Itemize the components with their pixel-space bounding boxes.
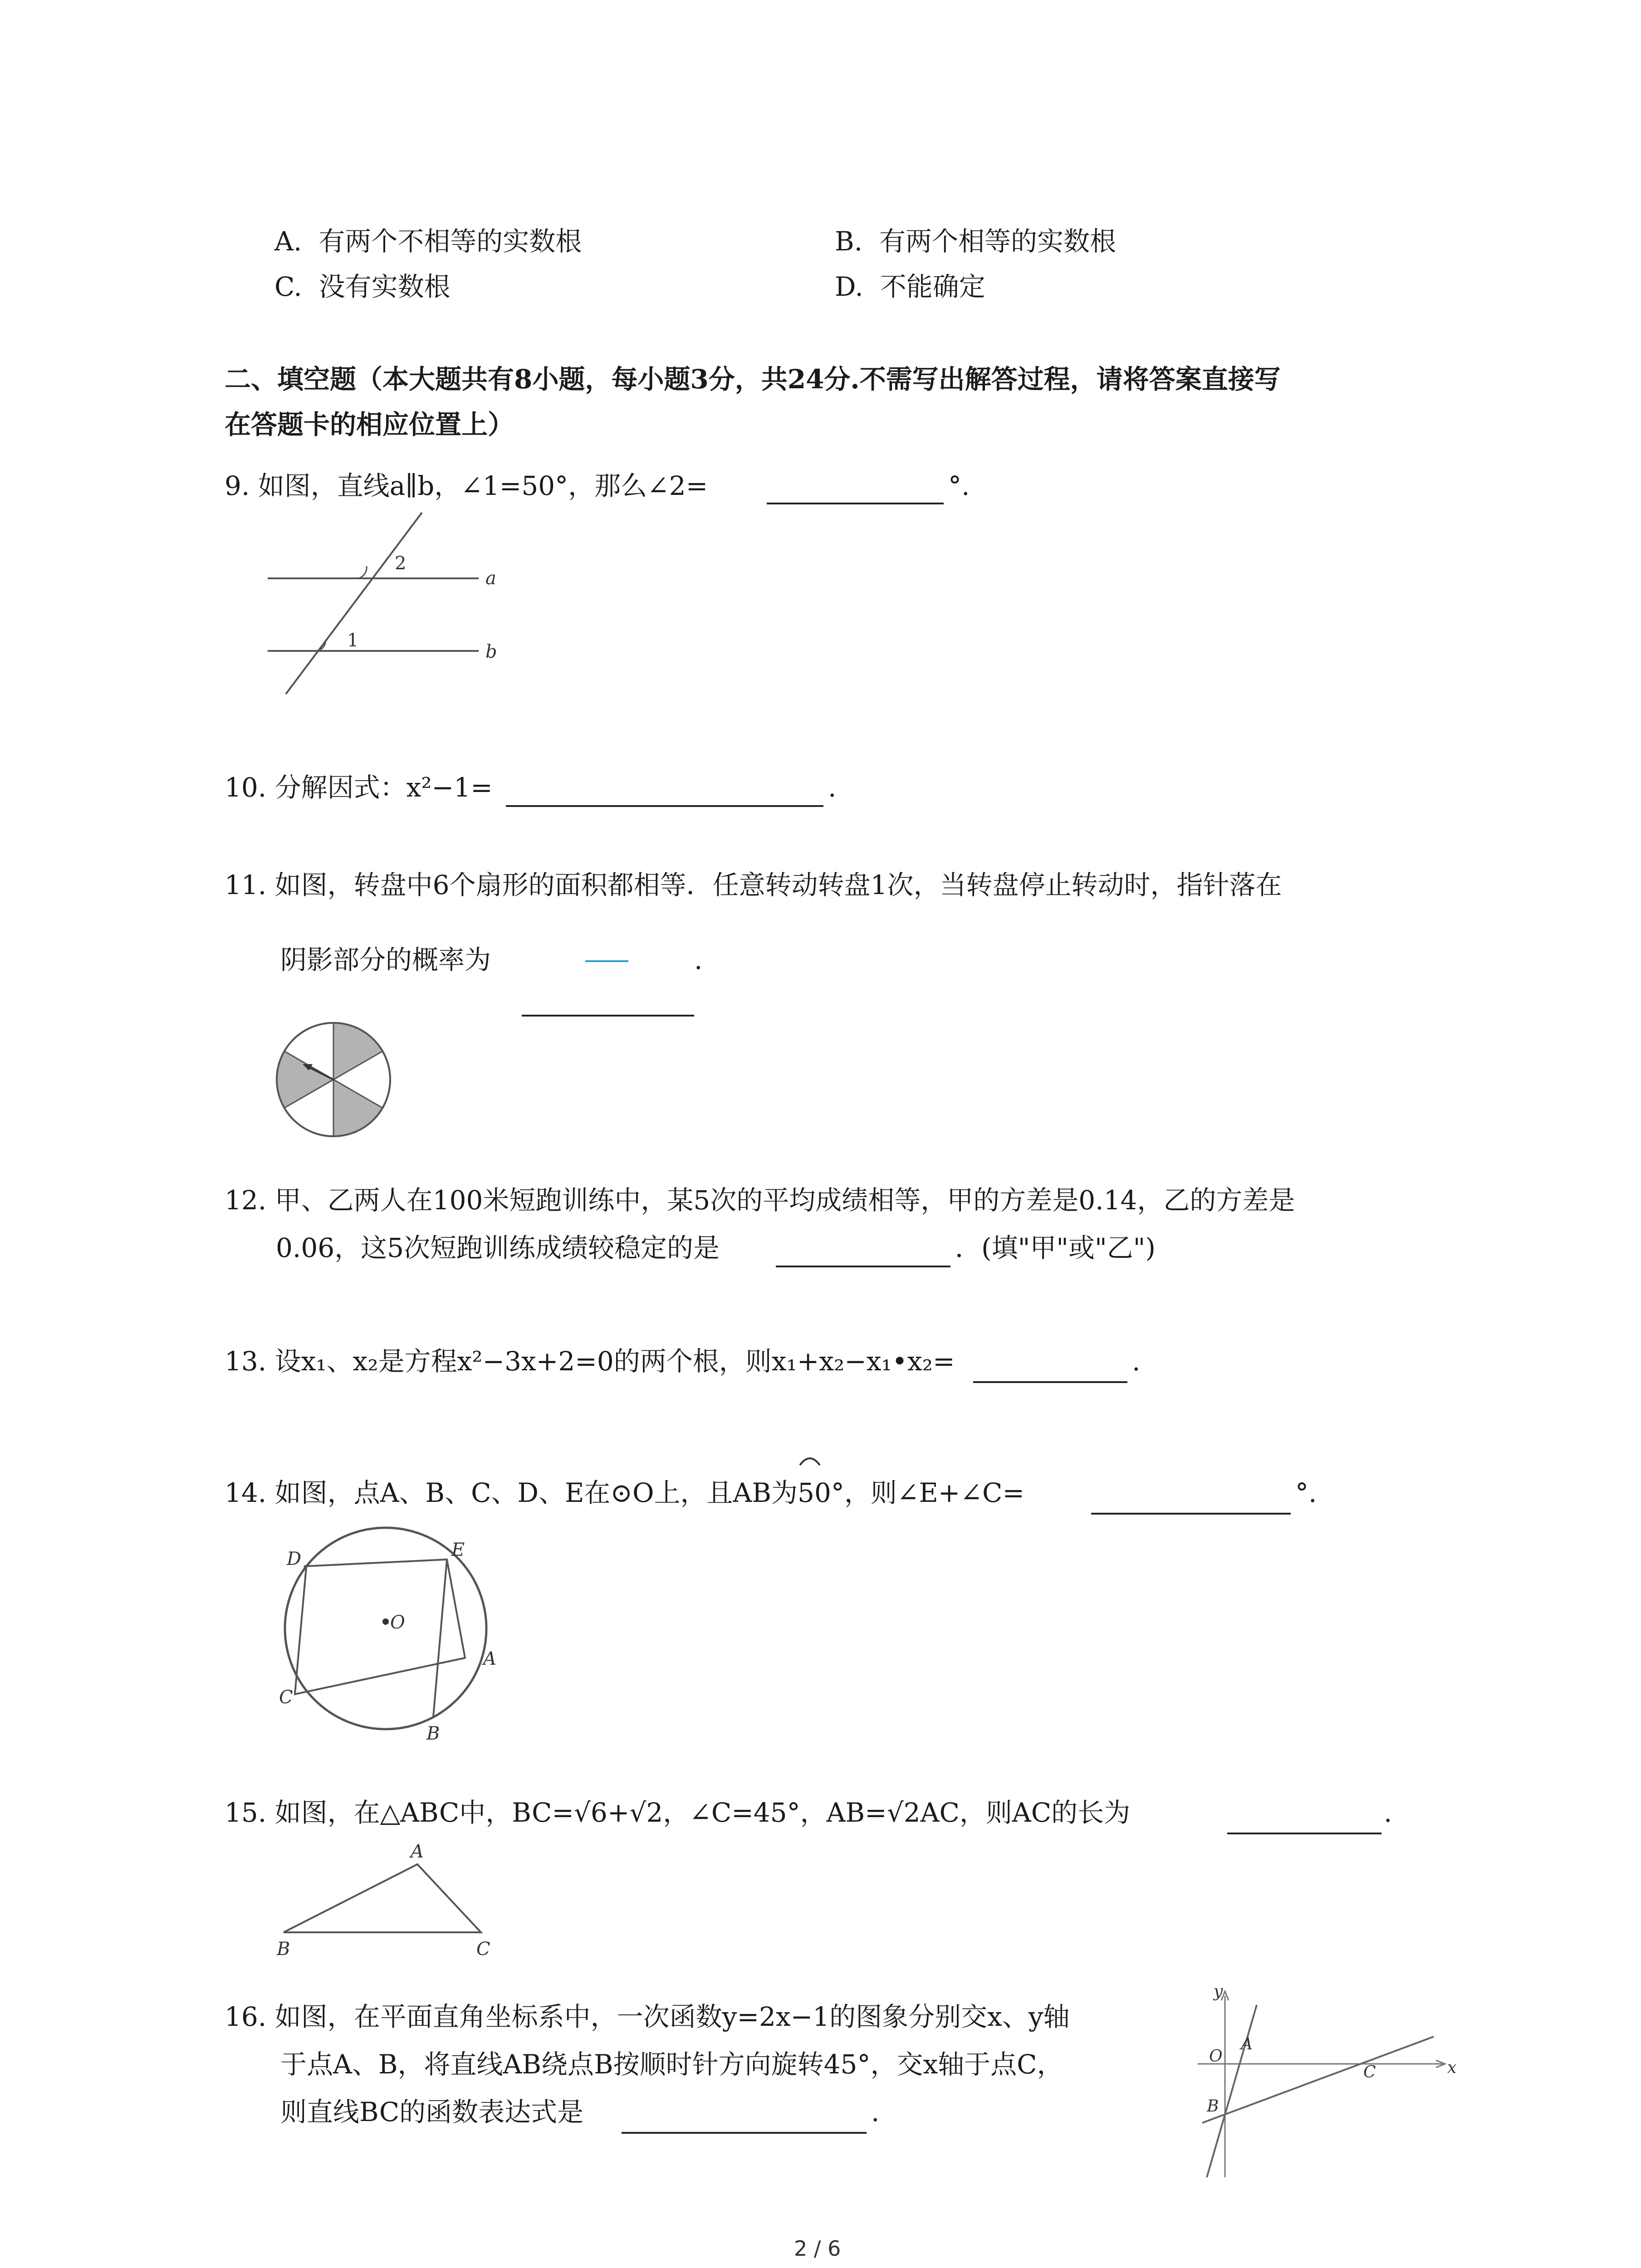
question-16-line2: 于点A、B，将直线AB绕点B按顺时针方向旋转45°，交x轴于点C， <box>280 2049 1063 2080</box>
label-o: O <box>390 1612 405 1633</box>
label-c: C <box>1363 2063 1376 2082</box>
question-11-line2: 阴影部分的概率为 <box>280 944 491 975</box>
page-number: 2 / 6 <box>794 2236 841 2261</box>
question-15-suffix: . <box>1384 1797 1392 1828</box>
question-16-line3: 则直线BC的函数表达式是 <box>280 2097 584 2127</box>
figure-circle <box>277 1520 504 1746</box>
answer-blank-10[interactable] <box>506 805 823 807</box>
label-x: x <box>1447 2058 1457 2077</box>
label-c: C <box>279 1687 293 1708</box>
figure-spinner <box>274 1021 392 1139</box>
question-9-suffix: °. <box>948 470 970 501</box>
section-heading-cont: 在答题卡的相应位置上） <box>225 409 514 440</box>
question-12-line2-suffix: ．(填"甲"或"乙") <box>955 1232 1156 1263</box>
label-a: A <box>483 1648 496 1669</box>
option-c: C. 没有实数根 <box>274 271 451 302</box>
label-b: B <box>1207 2097 1219 2116</box>
label-d: D <box>287 1549 302 1569</box>
answer-blank-15[interactable] <box>1227 1833 1381 1834</box>
answer-blank-13[interactable] <box>973 1381 1127 1383</box>
label-b: b <box>485 641 497 662</box>
question-12-line1: 12. 甲、乙两人在100米短跑训练中，某5次的平均成绩相等，甲的方差是0.14，乙的方差是 <box>225 1185 1295 1216</box>
question-13-text: 13. 设x₁、x₂是方程x²−3x+2=0的两个根，则x₁+x₂−x₁•x₂= <box>225 1346 955 1377</box>
answer-blank-12[interactable] <box>776 1266 950 1267</box>
option-b: B. 有两个相等的实数根 <box>835 226 1116 257</box>
question-12-line2: 0.06，这5次短跑训练成绩较稳定的是 <box>276 1232 720 1263</box>
question-16-suffix: . <box>871 2097 880 2127</box>
question-11-suffix: . <box>694 944 703 975</box>
question-14-suffix: °. <box>1295 1477 1317 1508</box>
section-heading: 二、填空题（本大题共有8小题，每小题3分，共24分.不需写出解答过程，请将答案直接写 <box>225 364 1281 395</box>
question-10-text: 10. 分解因式：x²−1= <box>225 772 493 803</box>
label-a: A <box>1241 2035 1253 2053</box>
label-b: B <box>277 1939 290 1960</box>
label-y: y <box>1214 1987 1223 2001</box>
label-e: E <box>451 1540 465 1560</box>
question-10-suffix: . <box>828 772 837 803</box>
question-13-suffix: . <box>1132 1346 1141 1377</box>
question-11-line1: 11. 如图，转盘中6个扇形的面积都相等．任意转动转盘1次，当转盘停止转动时，指针落在 <box>225 870 1282 900</box>
answer-blank-14[interactable] <box>1091 1513 1291 1515</box>
question-9-text: 9. 如图，直线a∥b，∠1=50°，那么∠2= <box>225 470 708 501</box>
option-d: D. 不能确定 <box>835 271 985 302</box>
question-16-line1: 16. 如图，在平面直角坐标系中，一次函数y=2x−1的图象分别交x、y轴 <box>225 2001 1070 2032</box>
answer-blank-11[interactable] <box>522 1015 694 1017</box>
label-a: a <box>485 568 496 589</box>
question-15-text: 15. 如图，在△ABC中，BC=√6+√2，∠C=45°，AB=√2AC，则AC的长为 <box>225 1797 1131 1828</box>
fraction-bar <box>585 960 628 962</box>
answer-blank-9[interactable] <box>767 503 944 504</box>
figure-parallel-lines <box>263 508 508 699</box>
figure-coordinate <box>1189 1987 1461 2186</box>
arc-mark <box>796 1452 823 1470</box>
option-a: A. 有两个不相等的实数根 <box>274 226 582 257</box>
label-c: C <box>476 1939 490 1960</box>
label-o: O <box>1209 2047 1223 2066</box>
label-2: 2 <box>395 553 407 574</box>
question-14-text: 14. 如图，点A、B、C、D、E在⊙O上，且AB为50°，则∠E+∠C= <box>225 1477 1024 1508</box>
label-a: A <box>411 1841 424 1862</box>
figure-triangle <box>272 1833 508 1960</box>
label-1: 1 <box>347 630 359 651</box>
answer-blank-16[interactable] <box>622 2132 867 2134</box>
label-b: B <box>426 1723 440 1744</box>
